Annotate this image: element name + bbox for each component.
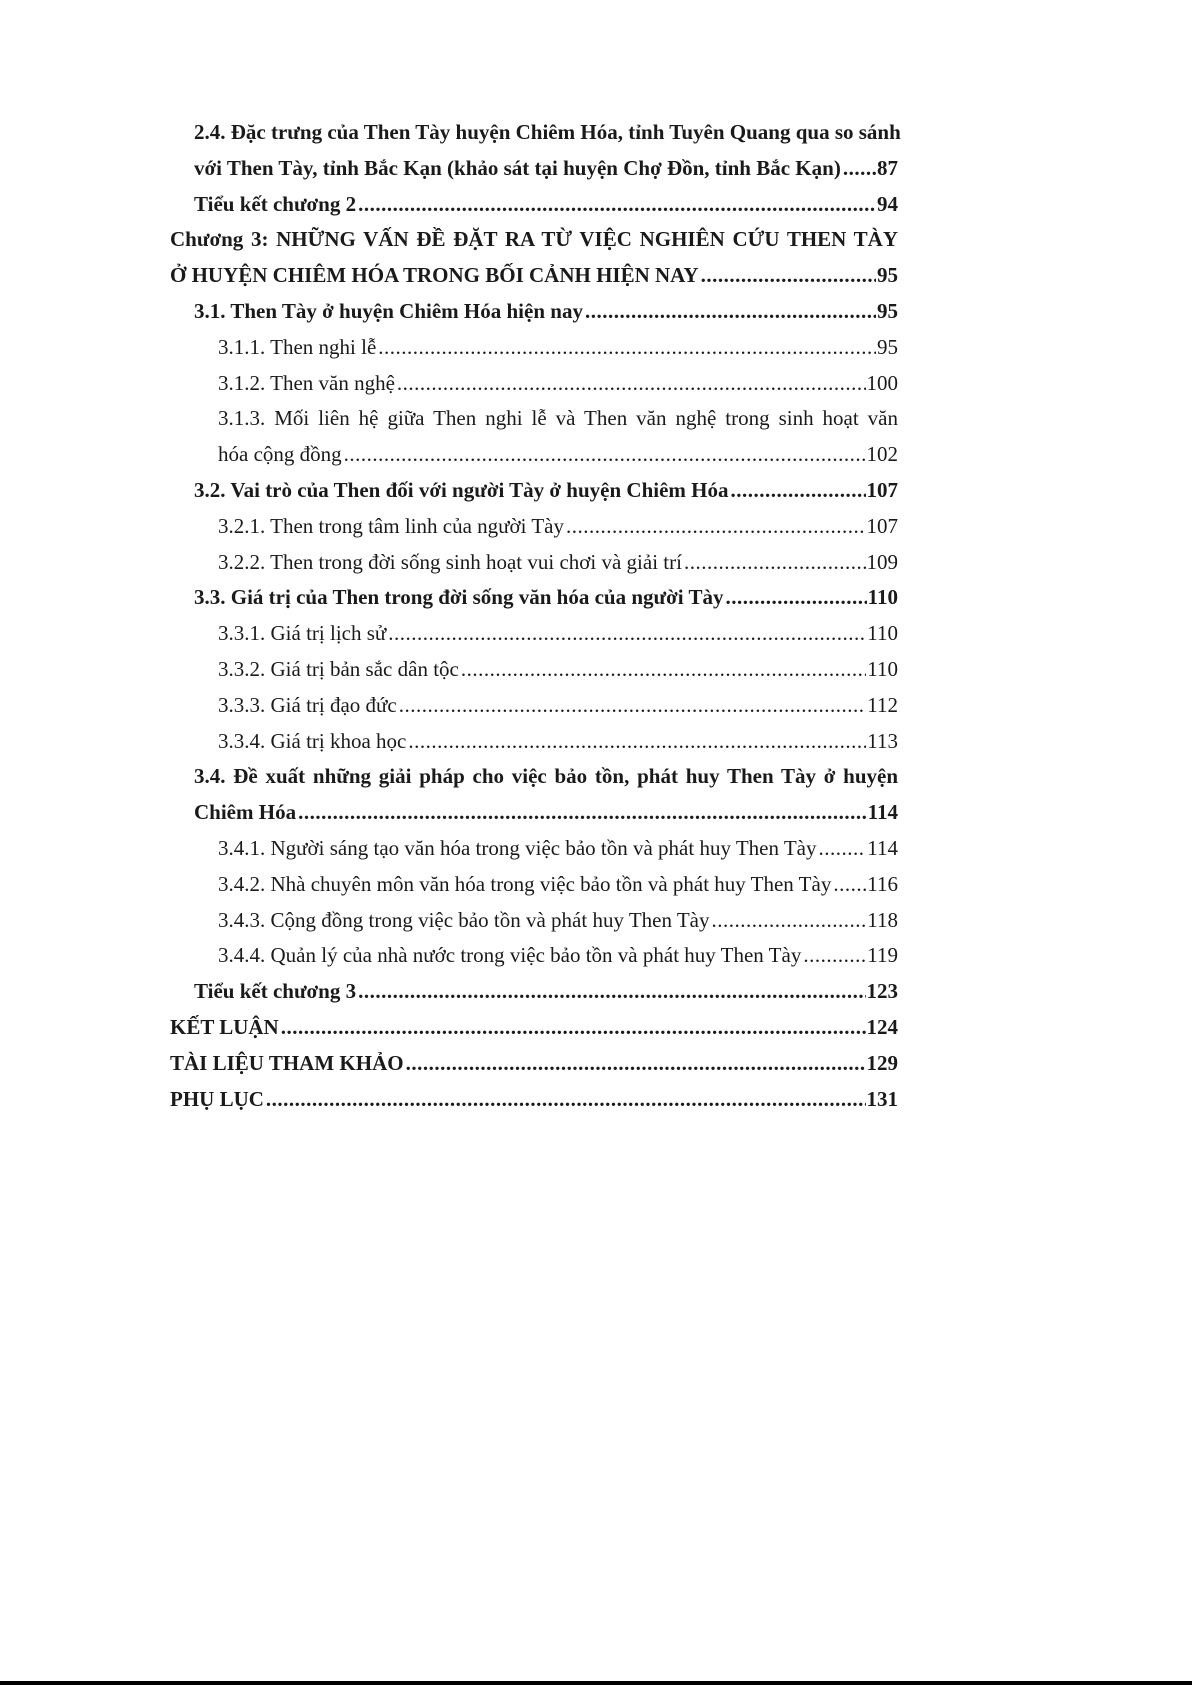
toc-entry — [218, 903, 898, 939]
toc-dot-leader — [281, 1010, 866, 1046]
toc-dot-leader — [378, 330, 876, 366]
toc-dot-leader — [408, 724, 866, 760]
toc-entry — [170, 1082, 898, 1118]
toc-page-number: 107 — [866, 513, 898, 538]
toc-page-number: 110 — [867, 656, 898, 681]
toc-page-number: 95 — [877, 334, 898, 359]
toc-entry — [194, 187, 898, 223]
toc-entry — [170, 1010, 898, 1046]
toc-entry-title: 3.2.1. Then trong tâm linh của người Tày — [218, 513, 564, 538]
toc-entry — [218, 688, 898, 724]
toc-page-number: 114 — [867, 835, 898, 860]
toc-page-number: 113 — [867, 728, 898, 753]
toc-page-number: 112 — [867, 692, 898, 717]
toc-dot-leader — [819, 831, 867, 867]
toc-dot-leader — [266, 1082, 866, 1118]
toc-page-number: 109 — [866, 549, 898, 574]
toc-entry-title: Tiểu kết chương 2 — [194, 191, 357, 216]
toc-entry-title: Tiểu kết chương 3 — [194, 979, 357, 1004]
toc-entry — [218, 401, 898, 437]
toc-dot-leader — [406, 1046, 866, 1082]
toc-entry-title: Ở HUYỆN CHIÊM HÓA TRONG BỐI CẢNH HIỆN NAY — [170, 263, 699, 288]
toc-entry-title: 3.1.1. Then nghi lễ — [218, 334, 377, 359]
toc-dot-leader — [711, 903, 866, 939]
toc-entry-title: 3.4.2. Nhà chuyên môn văn hóa trong việc bảo tồn và phát huy Then Tày — [218, 871, 832, 896]
toc-dot-leader — [730, 473, 865, 509]
toc-page-number: 100 — [866, 370, 898, 395]
toc-page-number: 102 — [866, 442, 898, 467]
toc-dot-leader — [399, 688, 867, 724]
toc-entry-title: 3.1.2. Then văn nghệ — [218, 370, 395, 395]
toc-page-number: 95 — [877, 263, 898, 288]
toc-dot-leader — [701, 258, 876, 294]
toc-entry — [194, 759, 898, 795]
toc-dot-leader — [684, 545, 866, 581]
toc-page-number: 118 — [867, 907, 898, 932]
toc-entry-title: KẾT LUẬN — [170, 1014, 279, 1039]
toc-entry — [194, 115, 901, 151]
toc-entry — [194, 294, 898, 330]
toc-dot-leader — [566, 509, 866, 545]
toc-entry-title: 3.4.4. Quản lý của nhà nước trong việc bảo tồn và phát huy Then Tày — [218, 943, 802, 968]
toc-entry-title: 3.3.3. Giá trị đạo đức — [218, 692, 397, 717]
toc-entry-title: 3.1. Then Tày ở huyện Chiêm Hóa hiện nay — [194, 298, 583, 323]
toc-entry-title: 3.2.2. Then trong đời sống sinh hoạt vui chơi và giải trí — [218, 549, 682, 574]
toc-entry — [194, 795, 898, 831]
toc-entry-title: hóa cộng đồng — [218, 442, 342, 467]
toc-entry — [218, 545, 898, 581]
toc-entry — [218, 366, 898, 402]
toc-page-number: 110 — [867, 621, 898, 646]
toc-entry-title: 2.4. Đặc trưng của Then Tày huyện Chiêm Hóa, tỉnh Tuyên Quang qua so sánh — [194, 120, 901, 144]
toc-dot-leader — [388, 616, 866, 652]
toc-entry — [194, 151, 898, 187]
toc-page-number: 129 — [866, 1050, 898, 1075]
toc-dot-leader — [461, 652, 866, 688]
toc-entry — [218, 616, 898, 652]
toc-page-number: 131 — [866, 1086, 898, 1111]
toc-dot-leader — [843, 151, 876, 187]
toc-entry-title: 3.4.3. Cộng đồng trong việc bảo tồn và phát huy Then Tày — [218, 907, 710, 932]
toc-entry-title: TÀI LIỆU THAM KHẢO — [170, 1050, 404, 1075]
toc-entry-title: với Then Tày, tỉnh Bắc Kạn (khảo sát tại huyện Chợ Đồn, tỉnh Bắc Kạn) — [194, 155, 841, 180]
toc-page-number: 124 — [866, 1014, 898, 1039]
toc-entry — [194, 580, 898, 616]
toc-page-number: 110 — [867, 585, 898, 610]
toc-entry-title: 3.4.1. Người sáng tạo văn hóa trong việc bảo tồn và phát huy Then Tày — [218, 835, 817, 860]
toc-entry — [170, 258, 898, 294]
toc-dot-leader — [344, 437, 866, 473]
toc-dot-leader — [725, 580, 866, 616]
toc-dot-leader — [803, 938, 866, 974]
toc-page-number: 94 — [877, 191, 898, 216]
page-bottom-border — [0, 1681, 1192, 1685]
toc-entry-title: Chiêm Hóa — [194, 800, 297, 825]
toc-entry-title: 3.4. Đề xuất những giải pháp cho việc bảo tồn, phát huy Then Tày ở huyện — [194, 764, 898, 789]
toc-page-number: 123 — [866, 979, 898, 1004]
toc-entry-title: PHỤ LỤC — [170, 1086, 264, 1111]
toc-entry-title: 3.3. Giá trị của Then trong đời sống văn hóa của người Tày — [194, 585, 724, 610]
toc-entry — [170, 222, 898, 258]
toc-entry-title: 3.3.2. Giá trị bản sắc dân tộc — [218, 656, 459, 681]
toc-entry-title: 3.2. Vai trò của Then đối với người Tày ở huyện Chiêm Hóa — [194, 477, 729, 502]
toc-entry — [218, 652, 898, 688]
table-of-contents — [170, 115, 901, 1117]
toc-entry-title: Chương 3: NHỮNG VẤN ĐỀ ĐẶT RA TỪ VIỆC NGHIÊN CỨU THEN TÀY — [170, 227, 898, 252]
toc-entry-title: 3.3.1. Giá trị lịch sử — [218, 621, 387, 646]
toc-entry — [218, 867, 898, 903]
toc-entry — [218, 938, 898, 974]
toc-dot-leader — [397, 366, 866, 402]
toc-entry-title: 3.1.3. Mối liên hệ giữa Then nghi lễ và Then văn nghệ trong sinh hoạt văn — [218, 406, 898, 431]
toc-dot-leader — [358, 187, 876, 223]
toc-entry-title: 3.3.4. Giá trị khoa học — [218, 728, 407, 753]
toc-entry — [218, 831, 898, 867]
toc-dot-leader — [298, 795, 867, 831]
toc-page-number: 114 — [867, 800, 898, 825]
toc-entry — [218, 437, 898, 473]
toc-entry — [218, 509, 898, 545]
toc-dot-leader — [585, 294, 876, 330]
toc-entry — [170, 1046, 898, 1082]
toc-entry — [218, 724, 898, 760]
toc-entry — [194, 974, 898, 1010]
toc-entry — [218, 330, 898, 366]
toc-dot-leader — [833, 867, 866, 903]
toc-page-number: 95 — [877, 298, 898, 323]
toc-page-number: 107 — [866, 477, 898, 502]
toc-dot-leader — [358, 974, 865, 1010]
toc-entry — [194, 473, 898, 509]
toc-page-number: 87 — [877, 155, 898, 180]
toc-page-number: 119 — [867, 943, 898, 968]
toc-page-number: 116 — [867, 871, 898, 896]
